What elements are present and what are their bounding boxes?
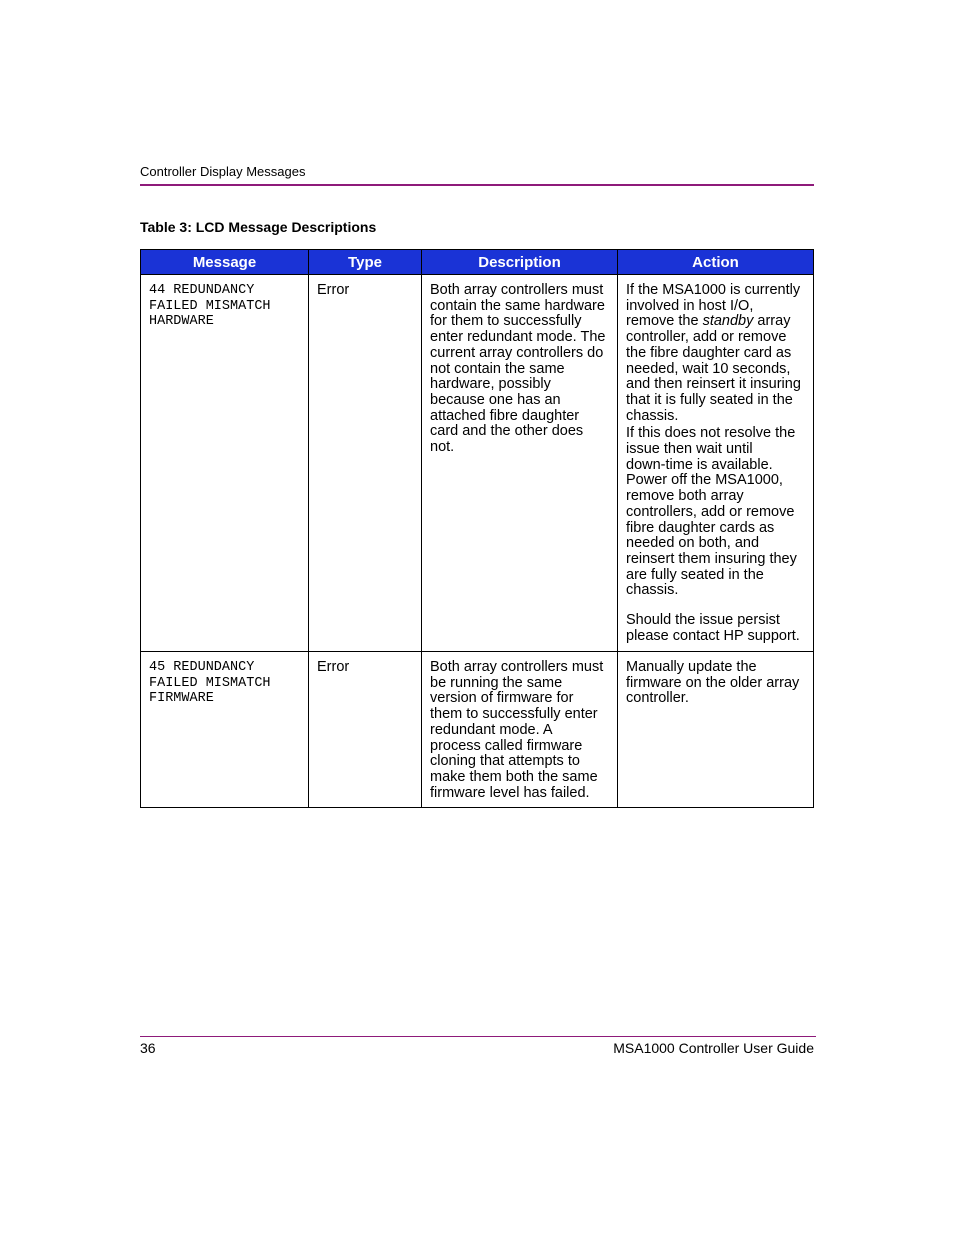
action-cell <box>618 652 814 808</box>
message-cell <box>141 652 309 808</box>
message-line: 44 REDUNDANCY <box>149 283 255 298</box>
description-line: cloning that attempts to <box>430 753 580 770</box>
action-line: controller, add or remove <box>626 329 787 346</box>
description-line: for them to successfully <box>430 313 582 330</box>
description-cell <box>422 652 618 808</box>
column-header-type: Type <box>309 250 422 275</box>
action-line: fibre daughter cards as <box>626 519 775 536</box>
footer-rule <box>140 1036 816 1037</box>
description-line: not. <box>430 439 455 456</box>
description-line: Both array controllers must <box>430 659 604 675</box>
action-line: chassis. <box>626 582 679 599</box>
action-line: controller. <box>626 690 689 707</box>
action-line: Power off the MSA1000, <box>626 472 783 489</box>
action-line: needed, wait 10 seconds, <box>626 360 791 377</box>
description-line: process called firmware <box>430 737 583 754</box>
message-line: FIRMWARE <box>149 691 214 707</box>
description-line: be running the same <box>430 674 563 691</box>
description-line: attached fibre daughter <box>430 407 580 424</box>
page-number: 36 <box>140 1040 156 1056</box>
lcd-message-table <box>140 249 814 808</box>
action-line: please contact HP support. <box>626 627 800 644</box>
description-line: current array controllers do <box>430 344 604 361</box>
table-row <box>141 652 814 808</box>
action-line: remove both array <box>626 488 744 505</box>
message-line: 45 REDUNDANCY <box>149 660 255 675</box>
message-line: FAILED MISMATCH <box>149 298 271 314</box>
description-line: make them both the same <box>430 768 598 785</box>
description-line: card and the other does <box>430 423 584 440</box>
description-line: not contain the same <box>430 360 565 377</box>
type-cell <box>309 652 422 808</box>
action-line: down-time is available. <box>626 456 773 473</box>
description-line: contain the same hardware <box>430 297 605 314</box>
action-cell <box>618 275 814 652</box>
action-line: controllers, add or remove <box>626 503 795 520</box>
description-line: Both array controllers must <box>430 282 604 298</box>
action-line: If the MSA1000 is currently <box>626 282 801 298</box>
type-cell <box>309 275 422 652</box>
action-line: reinsert them insuring they <box>626 550 797 567</box>
message-line: FAILED MISMATCH <box>149 675 271 691</box>
description-line: version of firmware for <box>430 690 574 707</box>
message-line: HARDWARE <box>149 314 214 330</box>
action-line: Should the issue persist <box>626 612 780 629</box>
description-line: redundant mode. A <box>430 721 553 738</box>
message-cell <box>141 275 309 652</box>
column-header-message: Message <box>141 250 309 275</box>
action-line: Manually update the <box>626 659 757 675</box>
description-cell <box>422 275 618 652</box>
description-line: hardware, possibly <box>430 376 551 393</box>
action-line: issue then wait until <box>626 441 753 458</box>
action-emphasis: standby <box>702 313 754 330</box>
action-line: the fibre daughter card as <box>626 344 792 361</box>
action-line: involved in host I/O, <box>626 297 754 314</box>
footer-guide-title: MSA1000 Controller User Guide <box>613 1040 814 1056</box>
table-header-row <box>141 250 814 275</box>
running-header: Controller Display Messages <box>140 164 306 179</box>
action-line: are fully seated in the <box>626 566 764 583</box>
action-line <box>626 314 805 330</box>
description-line: because one has an <box>430 391 561 408</box>
header-rule <box>140 184 814 186</box>
type-text: Error <box>317 282 350 298</box>
action-line: If this does not resolve the <box>626 425 796 442</box>
action-line: firmware on the older array <box>626 674 800 691</box>
description-line: enter redundant mode. The <box>430 329 606 346</box>
table-caption: Table 3: LCD Message Descriptions <box>140 219 377 235</box>
column-header-action: Action <box>618 250 814 275</box>
description-line: them to successfully enter <box>430 706 598 723</box>
action-text: remove the <box>626 313 703 330</box>
action-line: chassis. <box>626 407 679 424</box>
action-line: and then reinsert it insuring <box>626 376 801 393</box>
column-header-description: Description <box>422 250 618 275</box>
table-row <box>141 275 814 652</box>
action-text: array <box>753 313 791 330</box>
type-text: Error <box>317 659 350 675</box>
description-line: firmware level has failed. <box>430 784 590 801</box>
action-line: that it is fully seated in the <box>626 391 793 408</box>
action-line: needed on both, and <box>626 535 760 552</box>
